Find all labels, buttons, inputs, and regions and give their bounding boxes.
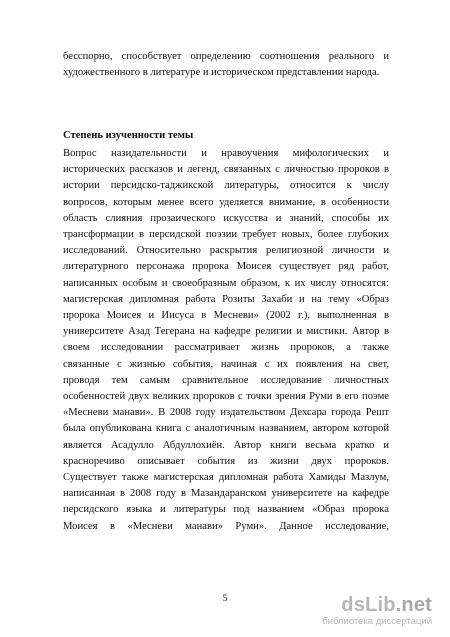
text-line: художественного в литературе и историческом представлении народа.	[63, 67, 380, 79]
text-line: литературного персонажа пророка Моисея существует ряд работ,	[63, 261, 389, 273]
text-line: магистерская дипломная работа Розиты Захаби и на тему «Образ	[63, 293, 389, 305]
text-line: является Асадулло Абдуллохиён. Автор книги весьма кратко и	[63, 439, 389, 451]
watermark-logo-main: dsLib	[341, 594, 396, 616]
text-line: особенностей двух великих пророков с точки зрения Руми в его поэме	[63, 391, 389, 403]
text-line: своем исследовании рассматривает жизнь пророков, а также	[63, 342, 389, 354]
text-line: «Месневи манави». В 2008 году издательством Дехсара города Решт	[63, 407, 389, 419]
text-line: Вопрос назидательности и нравоучения мифологических и	[63, 148, 389, 159]
watermark-logo-accent: .net	[395, 594, 432, 616]
text-line: написанная в 2008 году в Мазандаранском университете на кафедре	[63, 488, 389, 500]
text-line: была опубликована книга с аналогичным названием, автором которой	[63, 423, 389, 435]
text-line: написанных особым и своеобразным образом, к их числу относятся:	[63, 277, 389, 289]
text-line: связанные с жизнью события, начиная с их появления на свет,	[63, 358, 389, 370]
watermark-logo	[322, 594, 432, 616]
text-line: истории персидско-таджикской литературы, относится к числу	[63, 180, 389, 192]
text-line: область слияния прозаического искусства и знаний, способы их	[63, 212, 389, 224]
text-line: бесспорно, способствует определению соотношения реального и	[63, 51, 389, 62]
section-heading: Степень изученности темы	[63, 130, 194, 141]
text-line: Существует также магистерская дипломная работа Хамиды Мазлум,	[63, 472, 389, 484]
text-line: университете Азад Тегерана на кафедре религии и мистики. Автор в	[63, 326, 389, 338]
text-line: красноречиво описывает события из жизни двух пророков.	[63, 455, 389, 467]
body-paragraph	[63, 146, 389, 535]
text-line: вопросов, которым менее всего уделяется внимание, в особенности	[63, 196, 389, 208]
intro-paragraph	[63, 49, 389, 81]
text-line: исследований. Относительно раскрытия религиозной личности и	[63, 245, 389, 257]
dslib-watermark	[322, 594, 432, 628]
page-number: 5	[222, 594, 228, 604]
text-line: Моисея в «Месневи манави» Руми». Данное исследование,	[63, 520, 389, 532]
text-line: пророка Моисея и Иисуса в Месневи» (2002 г.), выполненная в	[63, 310, 389, 322]
text-line: персидского языка и литературы под названием «Образ пророка	[63, 504, 389, 516]
text-line: проводя тем самым сравнительное исследование личностных	[63, 374, 389, 386]
text-line: исторических рассказов и легенд, связанных с личностью пророков в	[63, 164, 389, 176]
watermark-subtitle: библиотека диссертаций	[322, 616, 432, 627]
text-line: трансформации в персидской поэзии требует новых, более глубоких	[63, 229, 389, 241]
